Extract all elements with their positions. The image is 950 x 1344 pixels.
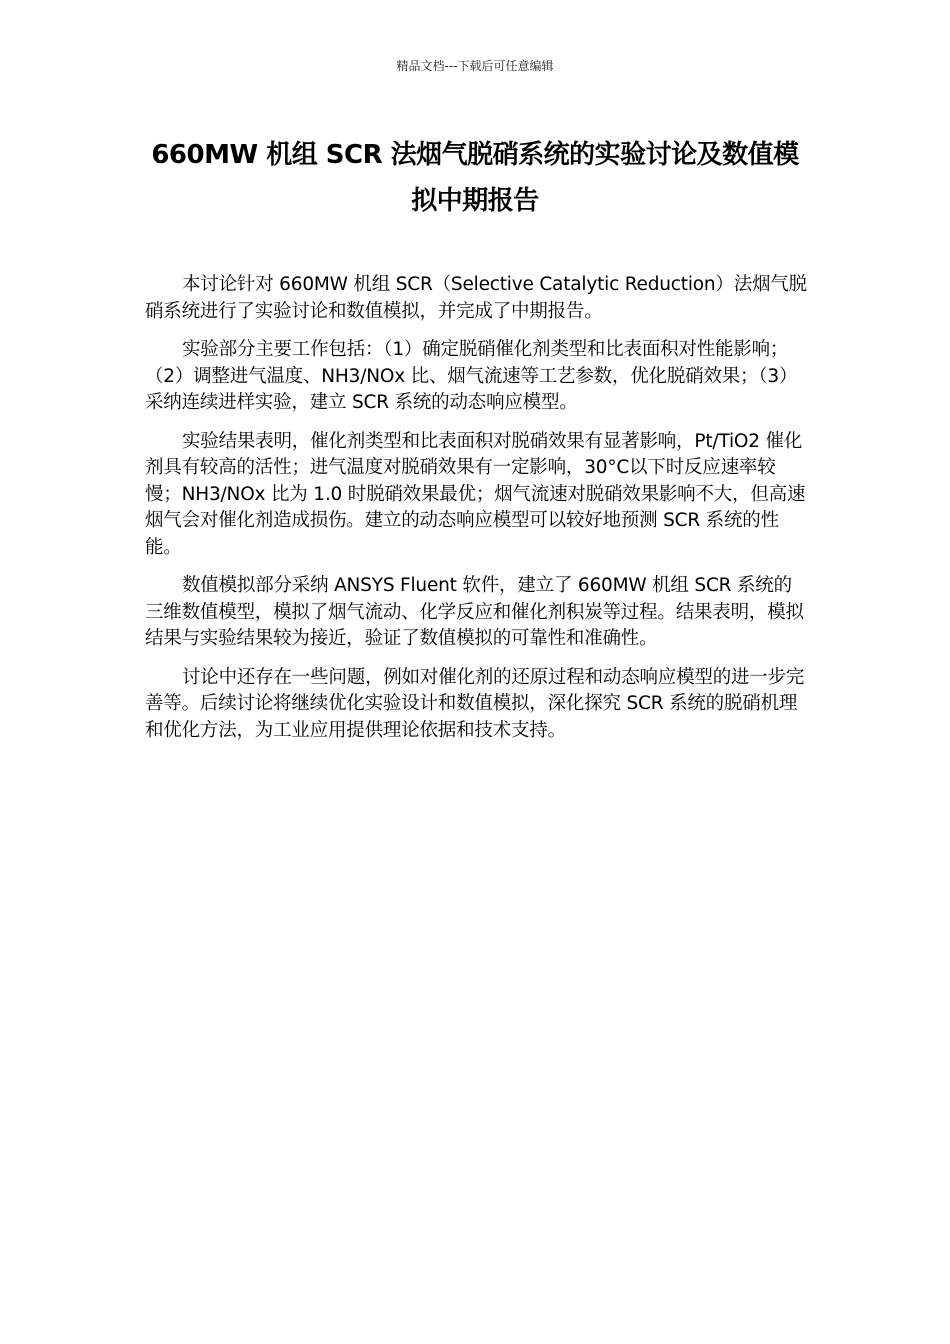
document-title: 660MW 机组 SCR 法烟气脱硝系统的实验讨论及数值模拟中期报告 [151, 140, 799, 216]
paragraph-numerical-simulation: 数值模拟部分采纳 ANSYS Fluent 软件，建立了 660MW 机组 SCR 系统的三维数值模型，模拟了烟气流动、化学反应和催化剂积炭等过程。结果表明，模拟结果与实验结果较为接近，验证了数值模拟的可靠性和准确性。 [145, 575, 804, 649]
header-note: 精品文档---下载后可任意编辑 [396, 59, 554, 73]
paragraph-open-issues: 讨论中还存在一些问题，例如对催化剂的还原过程和动态响应模型的进一步完善等。后续讨论将继续优化实验设计和数值模拟，深化探究 SCR 系统的脱硝机理和优化方法，为工业应用提供理论依据和技术支持。 [145, 666, 805, 741]
paragraph-experiment-results: 实验结果表明，催化剂类型和比表面积对脱硝效果有显著影响，Pt/TiO2 催化剂具有较高的活性；进气温度对脱硝效果有一定影响，30°C以下时反应速率较慢；NH3/NOx 比为 1.0 时脱硝效果最优；烟气流速对脱硝效果影响不大，但高速烟气会对催化剂造成损伤。建立的动态响应模型可以较好地预测 SCR 系统的性能。 [145, 430, 806, 558]
paragraph-intro: 本讨论针对 660MW 机组 SCR（Selective Catalytic Reduction）法烟气脱硝系统进行了实验讨论和数值模拟，并完成了中期报告。 [145, 274, 807, 322]
paragraph-experiment-work: 实验部分主要工作包括：（1）确定脱硝催化剂类型和比表面积对性能影响；（2）调整进气温度、NH3/NOx 比、烟气流速等工艺参数，优化脱硝效果；（3）采纳连续进样实验，建立 SCR 系统的动态响应模型。 [145, 339, 798, 413]
document-body [145, 272, 807, 756]
